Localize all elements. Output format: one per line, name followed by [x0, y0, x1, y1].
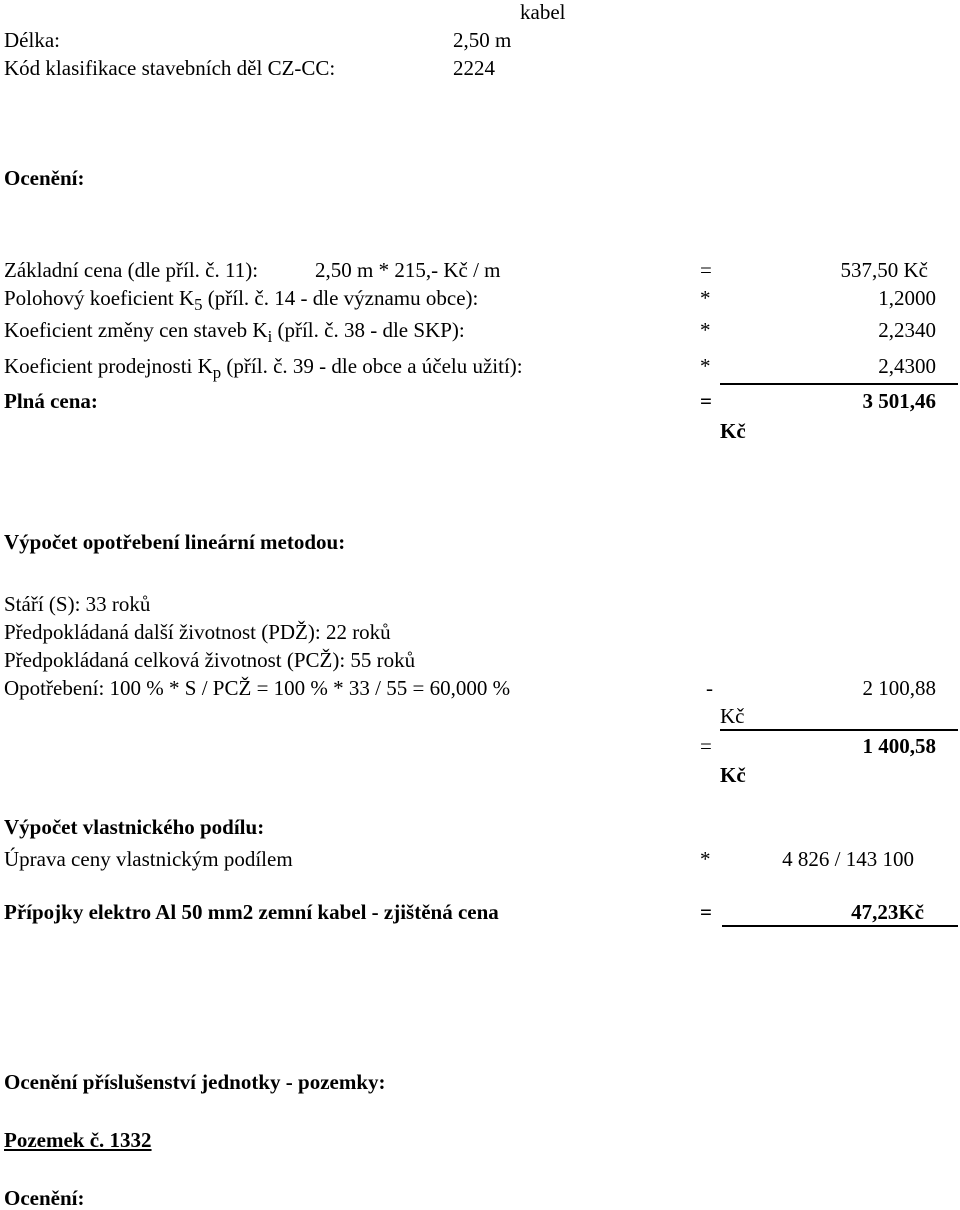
- full-price-label: Plná cena:: [4, 389, 98, 413]
- wear-unit: Kč: [720, 704, 745, 728]
- ki-coefficient-label: Koeficient změny cen staveb $K_i$ (příl. č. 38 - dle SKP):: [4, 318, 465, 347]
- kp-operator: *: [700, 354, 711, 378]
- ownership-adjustment-label: Úprava ceny vlastnickým podílem: [4, 847, 293, 871]
- full-price-unit: Kč: [720, 419, 746, 443]
- parcel-title: Pozemek č. 1332: [4, 1128, 152, 1152]
- parcel-valuation-heading: Ocenění:: [4, 1186, 85, 1210]
- length-value: 2,50 m: [453, 28, 512, 52]
- ki-subscript: i: [267, 327, 273, 347]
- wear-label: Opotřebení: 100 % * S / PCŽ = 100 % * 33 / 55 = 60,000 %: [4, 676, 511, 700]
- base-price-label: Základní cena (dle příl. č. 11):: [4, 258, 259, 282]
- ki-value: 2,2340: [878, 318, 936, 342]
- depreciated-operator: =: [700, 734, 712, 758]
- ki-operator: *: [700, 318, 711, 342]
- k5-value: 1,2000: [878, 286, 936, 310]
- final-price-rule: [722, 925, 958, 927]
- depreciated-value: 1 400,58: [862, 734, 936, 758]
- total-life-line: Předpokládaná celková životnost (PCŽ): 55 roků: [4, 648, 416, 672]
- k5-operator: *: [700, 286, 711, 310]
- depreciation-heading: Výpočet opotřebení lineární metodou:: [4, 530, 346, 554]
- accessories-heading: Ocenění příslušenství jednotky - pozemky:: [4, 1070, 386, 1094]
- full-price-operator: =: [700, 389, 712, 413]
- final-price-label: Přípojky elektro Al 50 mm2 zemní kabel - zjištěná cena: [4, 900, 499, 924]
- wear-operator: -: [706, 676, 713, 700]
- full-price-value: 3 501,46: [862, 389, 936, 413]
- valuation-heading: Ocenění:: [4, 166, 85, 190]
- age-line: Stáří (S): 33 roků: [4, 592, 151, 616]
- kp-subscript: p: [212, 363, 222, 383]
- k5-subscript: 5: [194, 295, 203, 315]
- base-price-value: 537,50 Kč: [840, 258, 928, 282]
- final-price-value: 47,23Kč: [851, 900, 924, 924]
- sum-rule: [720, 383, 958, 385]
- final-price-operator: =: [700, 900, 712, 924]
- ownership-operator: *: [700, 847, 711, 871]
- kp-value: 2,4300: [878, 354, 936, 378]
- remaining-life-line: Předpokládaná další životnost (PDŽ): 22 roků: [4, 620, 391, 644]
- base-price-formula: 2,50 m * 215,- Kč / m: [315, 258, 501, 282]
- ownership-heading: Výpočet vlastnického podílu:: [4, 815, 265, 839]
- k5-coefficient-label: Polohový koeficient $K_5$ (příl. č. 14 - dle významu obce):: [4, 286, 479, 315]
- base-price-operator: =: [700, 258, 712, 282]
- classification-value: 2224: [453, 56, 495, 80]
- kp-coefficient-label: Koeficient prodejnosti $K_p$ (příl. č. 39 - dle obce a účelu užití):: [4, 354, 523, 383]
- depreciated-unit: Kč: [720, 763, 746, 787]
- classification-label: Kód klasifikace stavebních děl CZ-CC:: [4, 56, 336, 80]
- length-label: Délka:: [4, 28, 60, 52]
- wear-value: 2 100,88: [862, 676, 936, 700]
- depreciation-rule: [720, 729, 958, 731]
- ownership-share-value: 4 826 / 143 100: [782, 847, 914, 871]
- object-type: kabel: [520, 0, 566, 24]
